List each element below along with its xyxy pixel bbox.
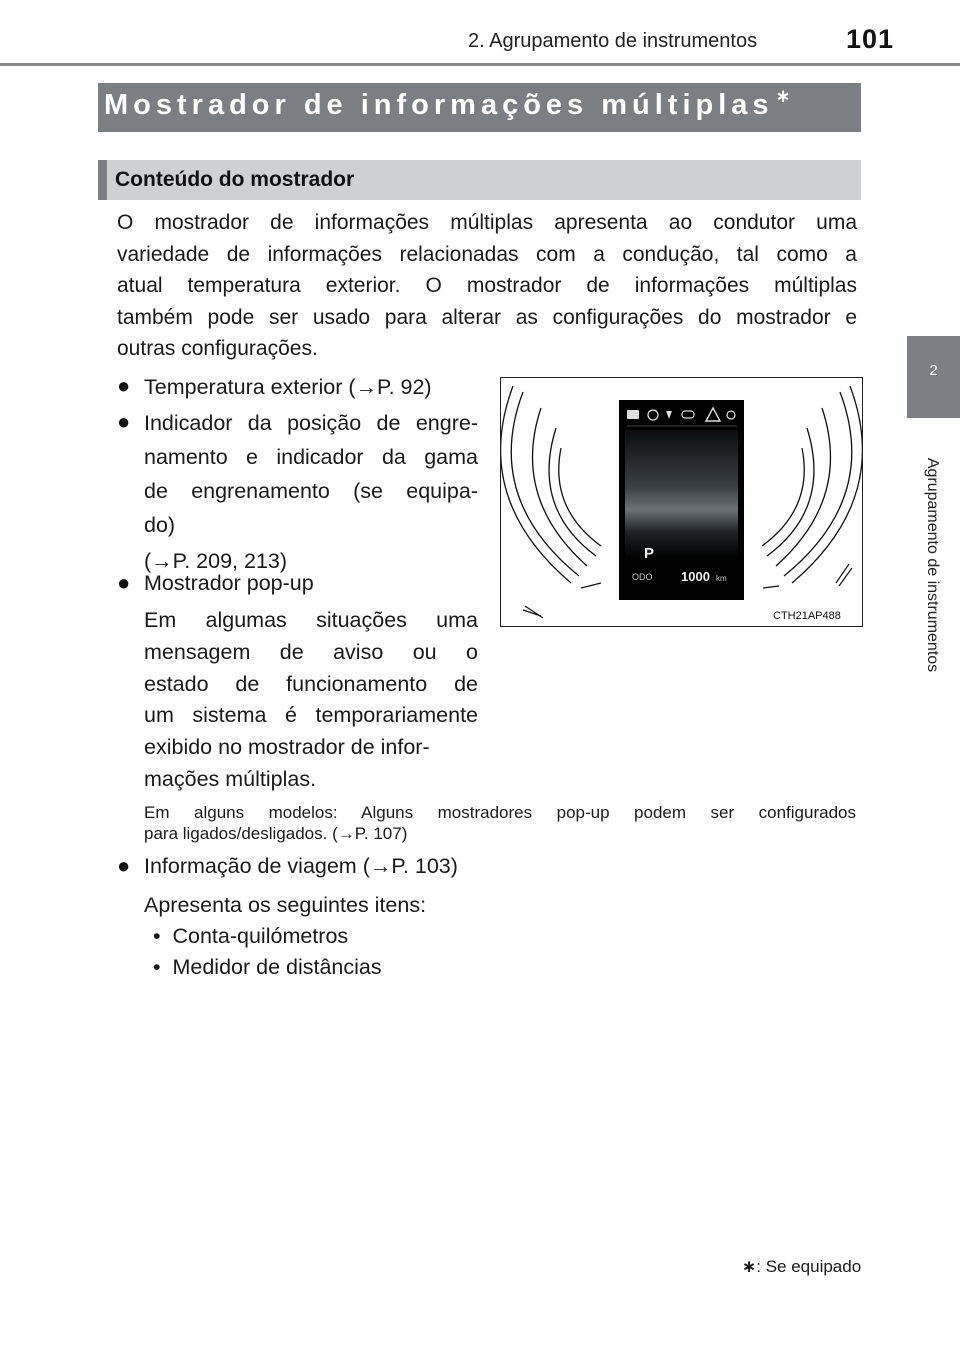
left-gauge-ticks xyxy=(523,583,601,618)
section-title xyxy=(104,86,796,122)
list-item-text: Medidor de distâncias xyxy=(172,955,382,979)
section-title-text: Mostrador de informações múltiplas xyxy=(104,89,774,121)
popup-line: Em algumas situações uma xyxy=(144,608,478,632)
trip-description: Apresenta os seguintes itens: xyxy=(144,893,427,917)
list-item: • Medidor de distâncias xyxy=(153,955,382,979)
note-line: para ligados/desligados. (→P. 107) xyxy=(144,824,408,843)
header-rule xyxy=(0,63,960,66)
right-gauge-arcs xyxy=(762,386,862,583)
figure-label: CTH21AP488 xyxy=(773,610,841,622)
odo-label: ODO xyxy=(632,572,653,582)
popup-line: mensagem de aviso ou o xyxy=(144,639,478,664)
instrument-cluster-figure xyxy=(500,377,863,627)
subheading: Conteúdo do mostrador xyxy=(115,168,355,191)
gear-line: namento e indicador da gama xyxy=(144,445,478,469)
right-gauge-ticks xyxy=(763,564,852,588)
bullet-marker: ● xyxy=(117,373,131,398)
chapter-tab-label: Agrupamento de instrumentos xyxy=(924,457,941,673)
intro-line: outras configurações. xyxy=(117,337,318,360)
bullet-gear xyxy=(144,406,478,578)
gear-line: do) xyxy=(144,513,176,537)
intro-line: atual temperatura exterior. O mostrador de informações múltiplas xyxy=(117,274,857,297)
footnote-asterisk: ∗ xyxy=(742,1257,757,1276)
intro-paragraph xyxy=(117,207,857,365)
gear-line: Indicador da posição de engre- xyxy=(144,411,478,435)
left-gauge-arcs xyxy=(501,386,601,583)
odo-unit: km xyxy=(716,574,727,583)
gear-ref: (→P. 209, 213) xyxy=(144,549,288,573)
page-number: 101 xyxy=(846,24,895,54)
header-section-title: 2. Agrupamento de instrumentos xyxy=(468,30,758,52)
odo-value: 1000 xyxy=(681,569,710,584)
subheading-accent xyxy=(98,160,107,200)
popup-line: estado de funcionamento de xyxy=(144,671,478,696)
intro-line: variedade de informações relacionadas com a condução, tal como a xyxy=(117,242,857,266)
display-screen xyxy=(625,430,738,558)
popup-description xyxy=(144,605,478,796)
chapter-tab-number: 2 xyxy=(929,362,938,379)
cluster-illustration xyxy=(501,378,862,626)
bullet-popup: Mostrador pop-up xyxy=(144,571,314,595)
intro-line: também pode ser usado para alterar as configurações do mostrador e xyxy=(117,305,857,329)
bullet-temperature: Temperatura exterior (→P. 92) xyxy=(144,375,432,399)
bullet-marker: ● xyxy=(117,409,131,434)
list-item-text: Conta-quilómetros xyxy=(172,924,349,948)
gear-line: de engrenamento (se equipa- xyxy=(144,479,478,503)
list-item: • Conta-quilómetros xyxy=(153,924,349,948)
bullet-marker: ● xyxy=(117,853,131,878)
footnote xyxy=(742,1257,861,1277)
indicator-icon xyxy=(627,410,639,419)
intro-line: O mostrador de informações múltiplas apresenta ao condutor uma xyxy=(117,211,857,234)
popup-line: exibido no mostrador de infor- xyxy=(144,735,430,760)
footnote-text: : Se equipado xyxy=(756,1257,862,1276)
popup-note xyxy=(144,802,856,844)
bullet-trip: Informação de viagem (→P. 103) xyxy=(144,854,458,878)
gear-position: P xyxy=(644,545,655,562)
popup-line: um sistema é temporariamente xyxy=(144,703,478,728)
popup-line: mações múltiplas. xyxy=(144,766,317,791)
title-asterisk: ∗ xyxy=(775,86,796,106)
note-line: Em alguns modelos: Alguns mostradores pop-up podem ser configurados xyxy=(144,803,856,822)
bullet-marker: ● xyxy=(117,570,131,595)
